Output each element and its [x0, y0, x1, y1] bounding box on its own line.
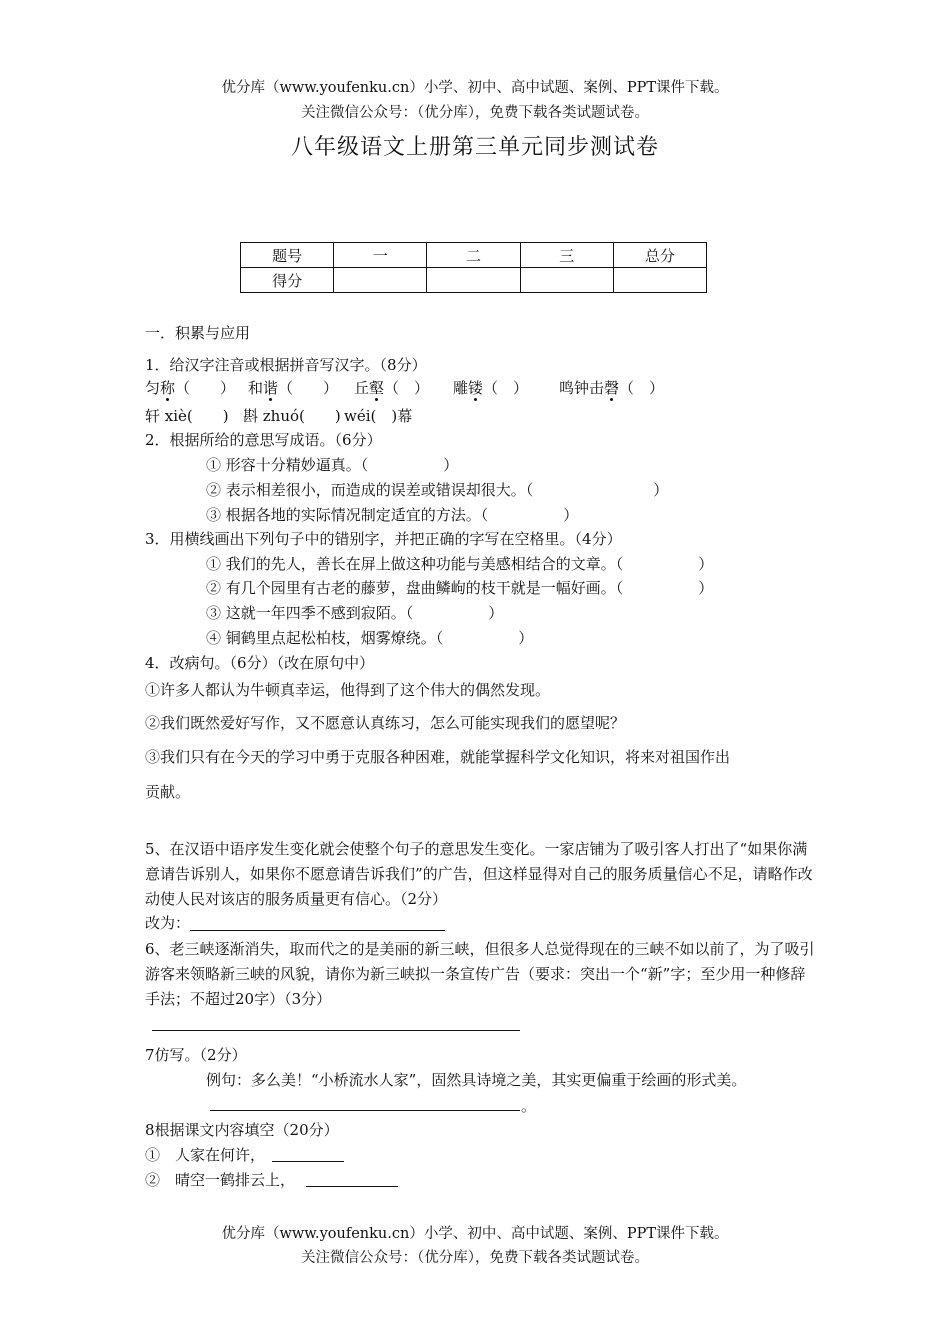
- score-cell[interactable]: [427, 268, 520, 293]
- score-cell[interactable]: [613, 268, 706, 293]
- q1-dotted-char: 磬: [604, 379, 620, 397]
- q2-item[interactable]: ② 表示相差很小，而造成的误差或错误却很大。（ ）: [206, 481, 669, 499]
- score-table-row: [241, 268, 707, 293]
- question-1-prompt: 1．给汉字注音或根据拼音写汉字。（8分）: [145, 356, 427, 374]
- q3-item[interactable]: ④ 铜鹤里点起松柏枝，烟雾燎绕。（ ）: [206, 629, 534, 647]
- q1-item: [145, 378, 235, 398]
- question-5-text: 5、在汉语中语序发生变化就会使整个句子的意思发生变化。一家店铺为了吸引客人打出了“如果你满意请告诉别人，如果你不愿意请告诉我们”的广告，但这样显得对自己的服务质量信心不足，请略作改动使人民对该店的服务质量更有信心。（2分）: [145, 840, 813, 908]
- question-8-prompt: 8根据课文内容填空（20分）: [145, 1121, 339, 1139]
- q1-dotted-char: 镂: [468, 379, 484, 397]
- q1-item-text: 和: [248, 379, 264, 397]
- score-table-header: 题号: [241, 243, 334, 268]
- q1-item-blank[interactable]: （ ）: [483, 379, 529, 397]
- score-table-header-row: [241, 243, 707, 268]
- question-4-prompt: 4．改病句。（6分）（改在原句中）: [145, 654, 375, 672]
- q1-item: [559, 378, 664, 398]
- q5-answer-line[interactable]: [190, 930, 445, 931]
- q1-item-text: 雕: [453, 379, 469, 397]
- q1-dotted-char: 称: [160, 379, 176, 397]
- q1-item-text: 丘: [354, 379, 370, 397]
- score-table-header: 二: [427, 243, 520, 268]
- q4-item[interactable]: ③我们只有在今天的学习中勇于克服各种困难，就能掌握科学文化知识，将来对祖国作出: [145, 748, 731, 766]
- q1-item-text: 匀: [145, 379, 161, 397]
- q1-pinyin-item[interactable]: wéi( )幕: [344, 407, 413, 425]
- score-cell[interactable]: [520, 268, 613, 293]
- section-heading: 一．积累与应用: [145, 324, 251, 342]
- q1-item: [354, 378, 429, 398]
- q1-item-text: 鸣钟击: [559, 379, 605, 397]
- question-6-text: 6、老三峡逐渐消失，取而代之的是美丽的新三峡，但很多人总觉得现在的三峡不如以前了，为了吸引游客来领略新三峡的风貌，请你为新三峡拟一条宣传广告（要求：突出一个“新”字；至少用一种修辞手法；不超过20字）（3分）: [145, 940, 815, 1008]
- q1-dotted-char: 谐: [263, 379, 279, 397]
- score-table-row-label: 得分: [241, 268, 334, 293]
- q1-pinyin-item[interactable]: 斟 zhuó( ): [243, 407, 341, 425]
- q1-item-blank[interactable]: （ ）: [175, 379, 236, 397]
- score-table: [240, 242, 707, 293]
- header-line-1: 优分库（www.youfenku.cn）小学、初中、高中试题、案例、PPT课件下载。: [221, 80, 729, 96]
- q4-item[interactable]: ①许多人都认为牛顿真幸运，他得到了这个伟大的偶然发现。: [145, 681, 551, 699]
- score-table-header: 总分: [613, 243, 706, 268]
- footer-line-2: 关注微信公众号：（优分库），免费下载各类试题试卷。: [301, 1250, 649, 1266]
- header-line-2: 关注微信公众号：（优分库），免费下载各类试题试卷。: [301, 105, 649, 121]
- q1-pinyin-item[interactable]: 轩 xiè( ): [145, 407, 229, 425]
- q2-item[interactable]: ③ 根据各地的实际情况制定适宜的方法。（ ）: [206, 506, 579, 524]
- question-2-prompt: 2．根据所给的意思写成语。（6分）: [145, 431, 382, 449]
- score-table-header: 一: [334, 243, 427, 268]
- q3-item[interactable]: ① 我们的先人，善长在屏上做这种功能与美感相结合的文章。（ ）: [206, 555, 714, 573]
- q7-example: 例句：多么美！“小桥流水人家”，固然具诗境之美，其实更偏重于绘画的形式美。: [206, 1071, 747, 1089]
- q6-answer-line[interactable]: [152, 1030, 520, 1031]
- score-table-header: 三: [520, 243, 613, 268]
- q8-item: ① 人家在何许，: [145, 1146, 266, 1164]
- q8-item: ② 晴空一鹤排云上，: [145, 1171, 296, 1189]
- q1-item-blank[interactable]: （ ）: [619, 379, 665, 397]
- q1-item-blank[interactable]: （ ）: [384, 379, 430, 397]
- q3-item[interactable]: ③ 这就一年四季不感到寂陌。（ ）: [206, 604, 504, 622]
- footer-line-1: 优分库（www.youfenku.cn）小学、初中、高中试题、案例、PPT课件下载。: [221, 1226, 729, 1242]
- question-7-prompt: 7仿写。（2分）: [145, 1046, 247, 1064]
- q1-dotted-char: 壑: [369, 379, 385, 397]
- q7-end-mark: 。: [521, 1097, 537, 1115]
- q2-item[interactable]: ① 形容十分精妙逼真。（ ）: [206, 456, 459, 474]
- page-title: 八年级语文上册第三单元同步测试卷: [290, 135, 659, 160]
- q1-item-blank[interactable]: （ ）: [278, 379, 339, 397]
- q7-answer-line[interactable]: [210, 1110, 520, 1111]
- q4-item[interactable]: 贡献。: [145, 783, 191, 801]
- q1-item: [248, 378, 338, 398]
- q8-answer-line[interactable]: [272, 1161, 344, 1162]
- q8-answer-line[interactable]: [306, 1186, 398, 1187]
- q1-item: [453, 378, 528, 398]
- score-cell[interactable]: [334, 268, 427, 293]
- q3-item[interactable]: ② 有几个园里有古老的藤萝，盘曲鳞岣的枝干就是一幅好画。（ ）: [206, 579, 714, 597]
- question-3-prompt: 3．用横线画出下列句子中的错别字，并把正确的字写在空格里。（4分）: [145, 530, 622, 548]
- q5-answer-label: 改为：: [145, 914, 191, 932]
- q4-item[interactable]: ②我们既然爱好写作，又不愿意认真练习，怎么可能实现我们的愿望呢？: [145, 714, 626, 732]
